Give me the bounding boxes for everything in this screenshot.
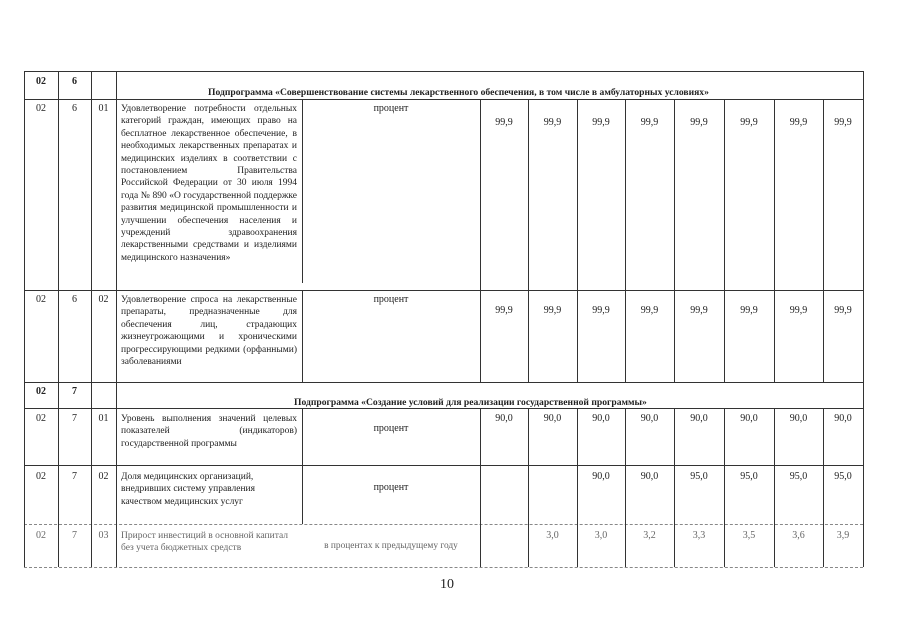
row-7-02-code-b: 7 (72, 471, 77, 482)
row-6-02-value: 99,9 (690, 305, 708, 316)
row-7-03-value: 3,6 (792, 530, 805, 541)
sub7-code-b: 7 (72, 386, 77, 397)
row-6-02-description: Удовлетворение спроса на лекарственные препараты, предназначенные для обеспечения лиц, страдающих жизнеугрожающими и хроническими прогрессирующими редкими (орфанными) заболеваниями (121, 295, 297, 368)
row-7-01-value: 90,0 (690, 413, 708, 424)
row-7-02-description: Доля медицинских организаций, внедривших систему управления качеством медицинских услуг (121, 472, 256, 507)
row-7-03-value: 3,9 (836, 530, 850, 541)
row-6-02-value: 99,9 (543, 305, 562, 316)
col-border-11b (774, 408, 775, 567)
row-6-02-code-c: 02 (98, 294, 109, 305)
col-border-left (24, 71, 25, 567)
sub6-code-a: 02 (36, 76, 46, 87)
col-border-3 (116, 71, 117, 567)
col-border-right (863, 71, 864, 567)
rule-top (24, 71, 863, 72)
row-6-01-value: 99,9 (690, 117, 708, 128)
row-7-02-code-a: 02 (36, 471, 46, 482)
col-border-7 (577, 99, 578, 382)
row-7-01-description: Уровень выполнения значений целевых показателей (индикаторов) государственной программы (121, 414, 297, 449)
row-7-02-value: 90,0 (640, 471, 659, 482)
row-6-01-code-c: 01 (98, 103, 109, 114)
row-7-02-unit: процент (373, 482, 409, 493)
row-6-01-value: 99,9 (740, 117, 758, 128)
row-7-03-code-a: 02 (36, 530, 46, 541)
row-7-03-description: Прирост инвестиций в основной капитал без учета бюджетных средств (121, 531, 289, 554)
row-6-01-code-a: 02 (36, 103, 46, 114)
row-6-01-code-b: 6 (72, 103, 77, 114)
row-6-02-value: 99,9 (495, 305, 513, 316)
row-6-01-value: 99,9 (495, 117, 513, 128)
col-border-10b (724, 408, 725, 567)
rule-sub6-title (24, 99, 863, 100)
row-7-01-value: 90,0 (789, 413, 808, 424)
row-6-02-value: 99,9 (640, 305, 659, 316)
row-7-03-value: 3,2 (643, 530, 656, 541)
col-border-7b (577, 408, 578, 567)
sub7-code-a: 02 (36, 386, 46, 397)
row-7-02-value: 95,0 (834, 471, 852, 482)
rule-row-7-01 (24, 465, 863, 466)
col-border-8b (625, 408, 626, 567)
row-7-01-code-a: 02 (36, 413, 46, 424)
col-border-10 (724, 99, 725, 382)
col-border-5b (480, 408, 481, 567)
row-7-03-unit: в процентах к предыдущему году (324, 541, 458, 551)
sub6-code-b: 6 (72, 76, 77, 87)
row-6-02-value: 99,9 (740, 305, 758, 316)
row-7-01-code-b: 7 (72, 413, 77, 424)
row-7-03-code-b: 7 (72, 530, 77, 541)
row-7-01-value: 90,0 (740, 413, 758, 424)
row-6-01-unit: процент (373, 103, 409, 114)
col-border-9b (674, 408, 675, 567)
row-6-02-value: 99,9 (789, 305, 808, 316)
col-border-11 (774, 99, 775, 382)
row-6-02-code-a: 02 (36, 294, 46, 305)
row-7-03-code-c: 03 (98, 530, 109, 541)
row-7-02-value: 95,0 (690, 471, 708, 482)
sub7-title: Подпрограмма «Создание условий для реализации государственной программы» (294, 397, 647, 408)
row-7-03-value: 3,0 (546, 530, 559, 541)
col-border-12 (823, 99, 824, 382)
row-7-03-value: 3,0 (594, 530, 608, 541)
col-border-12b (823, 408, 824, 567)
col-border-6 (528, 99, 529, 382)
row-7-01-value: 90,0 (834, 413, 852, 424)
rule-row-6-01 (24, 290, 863, 291)
row-6-02-code-b: 6 (72, 294, 77, 305)
row-7-03-value: 3,3 (692, 530, 706, 541)
row-7-02-code-c: 02 (98, 471, 109, 482)
row-7-01-value: 90,0 (592, 413, 610, 424)
row-6-01-value: 99,9 (834, 117, 852, 128)
sub6-title: Подпрограмма «Совершенствование системы лекарственного обеспечения, в том числе в амбулаторных условиях» (208, 87, 709, 98)
row-6-01-value: 99,9 (543, 117, 562, 128)
row-7-02-value: 95,0 (789, 471, 808, 482)
row-7-03-value: 3,5 (742, 530, 756, 541)
row-6-02-unit: процент (373, 294, 409, 305)
row-7-01-unit: процент (373, 423, 409, 434)
rule-bottom (24, 567, 863, 568)
row-6-02-value: 99,9 (834, 305, 852, 316)
row-6-01-value: 99,9 (592, 117, 610, 128)
col-border-9 (674, 99, 675, 382)
row-6-01-value: 99,9 (640, 117, 659, 128)
row-7-02-value: 95,0 (740, 471, 758, 482)
col-border-4 (302, 99, 303, 283)
col-border-5 (480, 99, 481, 382)
row-7-01-value: 90,0 (495, 413, 513, 424)
row-7-01-code-c: 01 (98, 413, 109, 424)
col-border-8 (625, 99, 626, 382)
col-border-1 (58, 71, 59, 567)
col-border-2 (91, 71, 92, 567)
row-7-02-value: 90,0 (592, 471, 610, 482)
rule-row-7-02 (24, 524, 863, 525)
row-6-02-value: 99,9 (592, 305, 610, 316)
row-6-01-description: Удовлетворение потребности отдельных категорий граждан, имеющих право на бесплатное лекарственное обеспечение, в необходимых лекарственных препаратах и медицинских изделиях в соответствии с постановлением Правительства Российской Федерации от 30 июля 1994 года № 890 «О государственной поддержке развития медицинской промышленности и улучшении обеспечения населения и учреждений здравоохранения лекарственными средствами и изделиями медицинского назначения» (121, 104, 297, 263)
rule-row-6-02 (24, 382, 863, 383)
row-7-01-value: 90,0 (543, 413, 562, 424)
page-number: 10 (440, 577, 454, 592)
row-6-01-value: 99,9 (789, 117, 808, 128)
row-7-01-value: 90,0 (640, 413, 659, 424)
col-border-6b (528, 408, 529, 567)
